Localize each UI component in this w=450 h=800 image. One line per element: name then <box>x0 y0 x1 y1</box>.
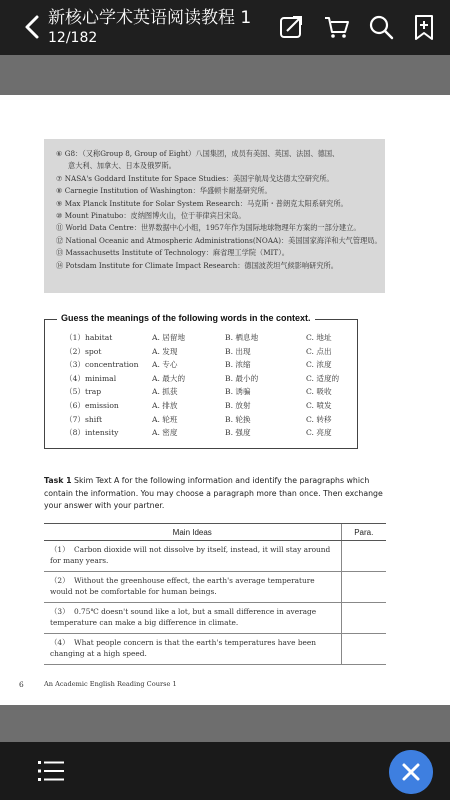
option-c: C. 喷发 <box>306 401 332 410</box>
top-bar <box>0 0 450 55</box>
option-c: C. 地址 <box>306 333 332 342</box>
option-a: A. 居留地 <box>152 333 186 342</box>
close-fab-icon[interactable] <box>389 750 433 794</box>
vocab-word: （3）concentration <box>65 360 139 370</box>
note-line: ⑨ Max Planck Institute for Solar System Research：马克斯・普朗克太阳系研究所。 <box>56 198 348 208</box>
share-icon[interactable] <box>277 13 305 41</box>
bookmark-add-icon[interactable] <box>410 13 438 41</box>
para-answer-cell[interactable] <box>341 541 386 572</box>
vocab-word: （6）emission <box>65 401 119 410</box>
option-a: A. 发现 <box>152 346 178 356</box>
idea-text: 0.75℃ doesn't sound like a lot, but a small difference in average temperature can make a big difference in climate. <box>50 607 317 627</box>
notes-box <box>44 139 385 293</box>
search-icon[interactable] <box>367 13 395 41</box>
idea-text: Carbon dioxide will not dissolve by itself, instead, it will stay around for many years. <box>50 545 331 565</box>
vocab-word: （5）trap <box>65 387 102 397</box>
option-a: A. 排放 <box>152 401 178 410</box>
task-text: Skim Text A for the following information and identify the paragraphs which contain the information. You may choose a paragraph more than once. Then exchange your answer with your partner. <box>44 476 383 510</box>
main-idea-cell <box>44 603 341 634</box>
page-margin-top <box>0 55 450 95</box>
option-b: B. 强度 <box>225 428 251 438</box>
task-label: Task 1 <box>44 476 72 485</box>
para-header: Para. <box>341 524 386 541</box>
option-a: A. 轮班 <box>152 414 178 424</box>
idea-number: （3） <box>50 607 70 616</box>
table-row <box>44 634 386 665</box>
note-line: 意大利、加拿大、日本及俄罗斯。 <box>68 161 176 171</box>
table-row <box>44 572 386 603</box>
book-title: 新核心学术英语阅读教程 1 <box>48 8 252 28</box>
vocab-word: （2）spot <box>65 346 102 356</box>
note-line: ⑭ Potsdam Institute for Climate Impact Research：德国波茨坦气候影响研究所。 <box>56 260 338 270</box>
option-a: A. 密度 <box>152 428 178 438</box>
main-ideas-table <box>44 523 386 665</box>
option-c: C. 亮度 <box>306 428 332 438</box>
option-a: A. 专心 <box>152 360 178 370</box>
option-b: B. 轮换 <box>225 414 251 424</box>
main-ideas-header: Main Ideas <box>44 524 341 541</box>
option-b: B. 出现 <box>225 346 251 356</box>
vocabulary-title: Guess the meanings of the following words in the context. <box>57 313 315 323</box>
option-b: B. 诱骗 <box>225 387 251 397</box>
book-page <box>0 95 450 705</box>
cart-icon[interactable] <box>323 13 351 41</box>
option-a: A. 抓获 <box>152 387 178 397</box>
task-instructions <box>44 475 389 513</box>
option-b: B. 栖息地 <box>225 333 259 342</box>
option-b: B. 浓缩 <box>225 360 251 370</box>
vocabulary-box <box>44 313 358 449</box>
vocab-word: （7）shift <box>65 414 103 424</box>
page-margin-bottom <box>0 705 450 742</box>
main-idea-cell <box>44 572 341 603</box>
para-answer-cell[interactable] <box>341 634 386 665</box>
main-idea-cell <box>44 541 341 572</box>
vocab-word: （4）minimal <box>65 373 117 383</box>
option-b: B. 最小的 <box>225 373 259 383</box>
bottom-bar <box>0 742 450 800</box>
note-line: ⑦ NASA's Goddard Institute for Space Studies：美国宇航局戈达德太空研究所。 <box>56 173 334 183</box>
idea-number: （1） <box>50 545 70 554</box>
note-line: ⑫ National Oceanic and Atmospheric Administrations(NOAA)：美国国家海洋和大气管理局。 <box>56 235 382 245</box>
table-row <box>44 603 386 634</box>
idea-text: What people concern is that the earth's temperatures have been changing at a high speed. <box>50 638 317 658</box>
option-c: C. 浓度 <box>306 360 332 370</box>
note-line: ⑧ Carnegie Institution of Washington：华盛顿卡耐基研究所。 <box>56 186 272 196</box>
back-icon[interactable] <box>22 14 44 40</box>
list-menu-icon[interactable] <box>38 759 64 783</box>
running-footer: An Academic English Reading Course 1 <box>44 680 177 688</box>
table-row <box>44 541 386 572</box>
option-c: C. 转移 <box>306 414 332 424</box>
note-line: ⑥ G8：（又称Group 8, Group of Eight）八国集团，成员有美国、英国、法国、德国、 <box>56 149 340 158</box>
page-counter: 12/182 <box>48 30 98 46</box>
option-c: C. 适度的 <box>306 373 340 383</box>
option-c: C. 点出 <box>306 346 332 356</box>
option-a: A. 最大的 <box>152 373 186 383</box>
note-line: ⑪ World Data Centre：世界数据中心小组，1957年作为国际地球物理年方案的一部分建立。 <box>56 223 361 233</box>
idea-text: Without the greenhouse effect, the earth's average temperature would not be comfortable for human beings. <box>50 576 315 596</box>
vocab-word: （8）intensity <box>65 428 119 438</box>
main-idea-cell <box>44 634 341 665</box>
idea-number: （2） <box>50 576 70 585</box>
vocab-word: （1）habitat <box>65 333 113 342</box>
idea-number: （4） <box>50 638 70 647</box>
page-number: 6 <box>19 680 24 689</box>
para-answer-cell[interactable] <box>341 572 386 603</box>
option-c: C. 吸收 <box>306 387 332 397</box>
note-line: ⑬ Massachusetts Institute of Technology：麻省理工学院（MIT）。 <box>56 248 289 258</box>
option-b: B. 放射 <box>225 401 251 410</box>
para-answer-cell[interactable] <box>341 603 386 634</box>
note-line: ⑩ Mount Pinatubo：皮纳图博火山，位于菲律宾吕宋岛。 <box>56 211 246 221</box>
